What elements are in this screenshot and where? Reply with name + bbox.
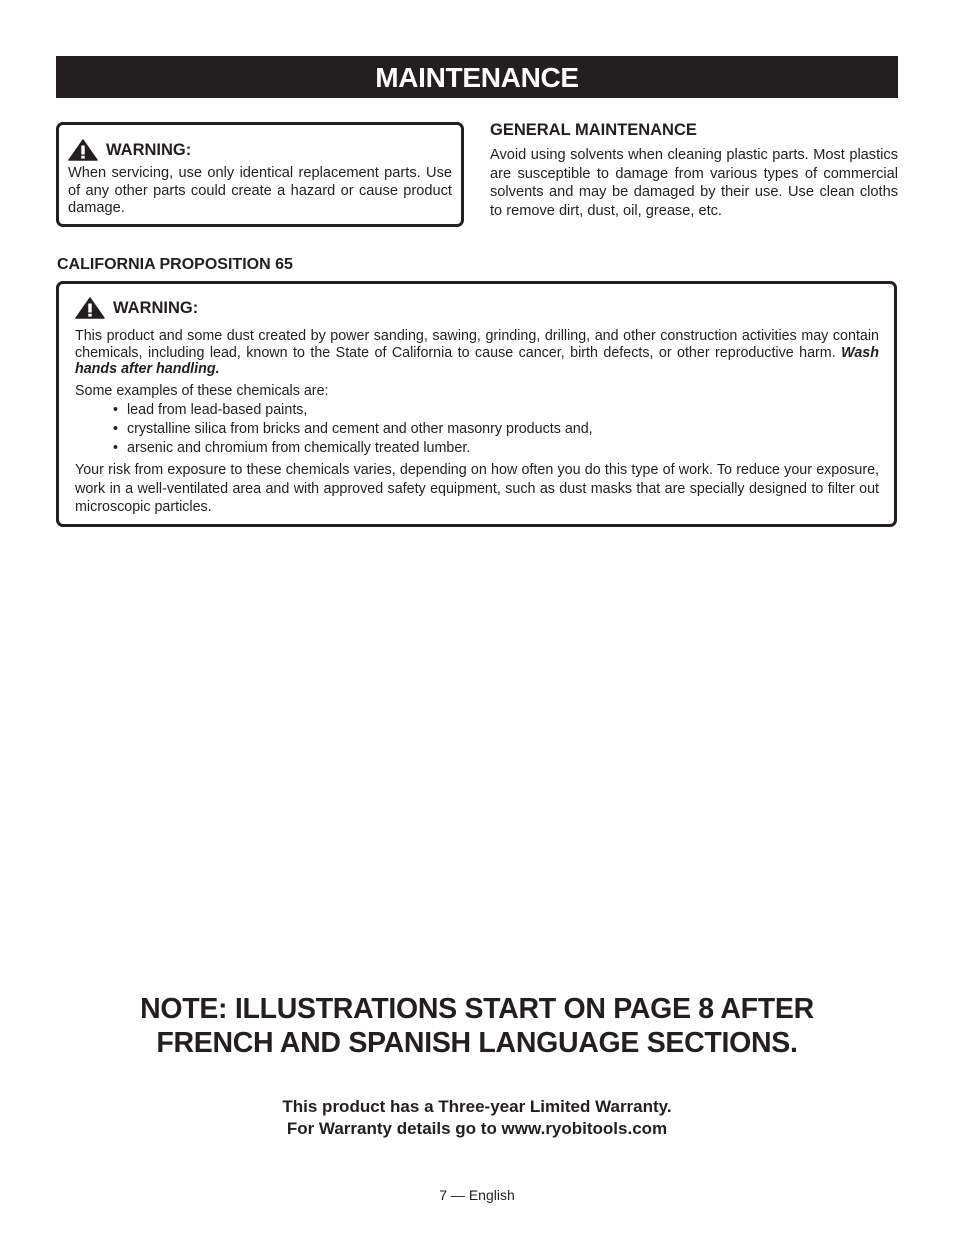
warning-header xyxy=(68,139,452,161)
general-maintenance-heading: GENERAL MAINTENANCE xyxy=(490,121,697,139)
prop65-paragraph-1-text: This product and some dust created by power sanding, sawing, grinding, drilling, and other construction activities may contain chemicals, including lead, known to the State of California to cause cancer, birth defects, or other reproductive harm. xyxy=(75,328,879,361)
chemical-examples-list xyxy=(75,401,879,458)
prop65-emphasis: Wash hands after handling. xyxy=(75,344,879,378)
warranty-notice xyxy=(0,1096,954,1140)
warning-label: WARNING: xyxy=(106,140,192,159)
list-item: • crystalline silica from bricks and cement and other masonry products and, xyxy=(75,420,879,439)
prop65-paragraph-1 xyxy=(75,328,879,378)
prop65-paragraph-2: Some examples of these chemicals are: xyxy=(75,382,329,399)
warranty-line-2: For Warranty details go to www.ryobitools.com xyxy=(286,1119,668,1138)
note-line-2: FRENCH AND SPANISH LANGUAGE SECTIONS. xyxy=(156,1027,798,1059)
warranty-line-1: This product has a Three-year Limited Warranty. xyxy=(282,1097,672,1116)
illustrations-note xyxy=(0,992,954,1060)
warning-header xyxy=(75,297,879,319)
note-line-1: NOTE: ILLUSTRATIONS START ON PAGE 8 AFTER xyxy=(140,993,814,1025)
warning-triangle-icon xyxy=(75,297,105,319)
warning-label: WARNING: xyxy=(113,298,199,317)
warning-box-replacement-parts xyxy=(56,122,464,227)
list-item: • arsenic and chromium from chemically treated lumber. xyxy=(75,439,879,458)
warning-box-prop65 xyxy=(56,281,897,527)
page-footer: 7 — English xyxy=(439,1187,515,1203)
prop65-paragraph-3: Your risk from exposure to these chemicals varies, depending on how often you do this type of work. To reduce your exposure, work in a well-ventilated area and with approved safety equipment, such as dust masks that are specially designed to filter out microscopic particles. xyxy=(75,462,879,516)
warning-triangle-icon xyxy=(68,139,98,161)
list-item: • lead from lead-based paints, xyxy=(75,401,879,420)
california-prop65-heading: CALIFORNIA PROPOSITION 65 xyxy=(57,256,293,273)
warning-text: When servicing, use only identical replacement parts. Use of any other parts could create a hazard or cause product damage. xyxy=(68,165,452,216)
general-maintenance-text: Avoid using solvents when cleaning plastic parts. Most plastics are susceptible to damage from various types of commercial solvents and may be damaged by their use. Use clean cloths to remove dirt, dust, oil, grease, etc. xyxy=(490,147,898,219)
page-title: MAINTENANCE xyxy=(56,56,898,98)
